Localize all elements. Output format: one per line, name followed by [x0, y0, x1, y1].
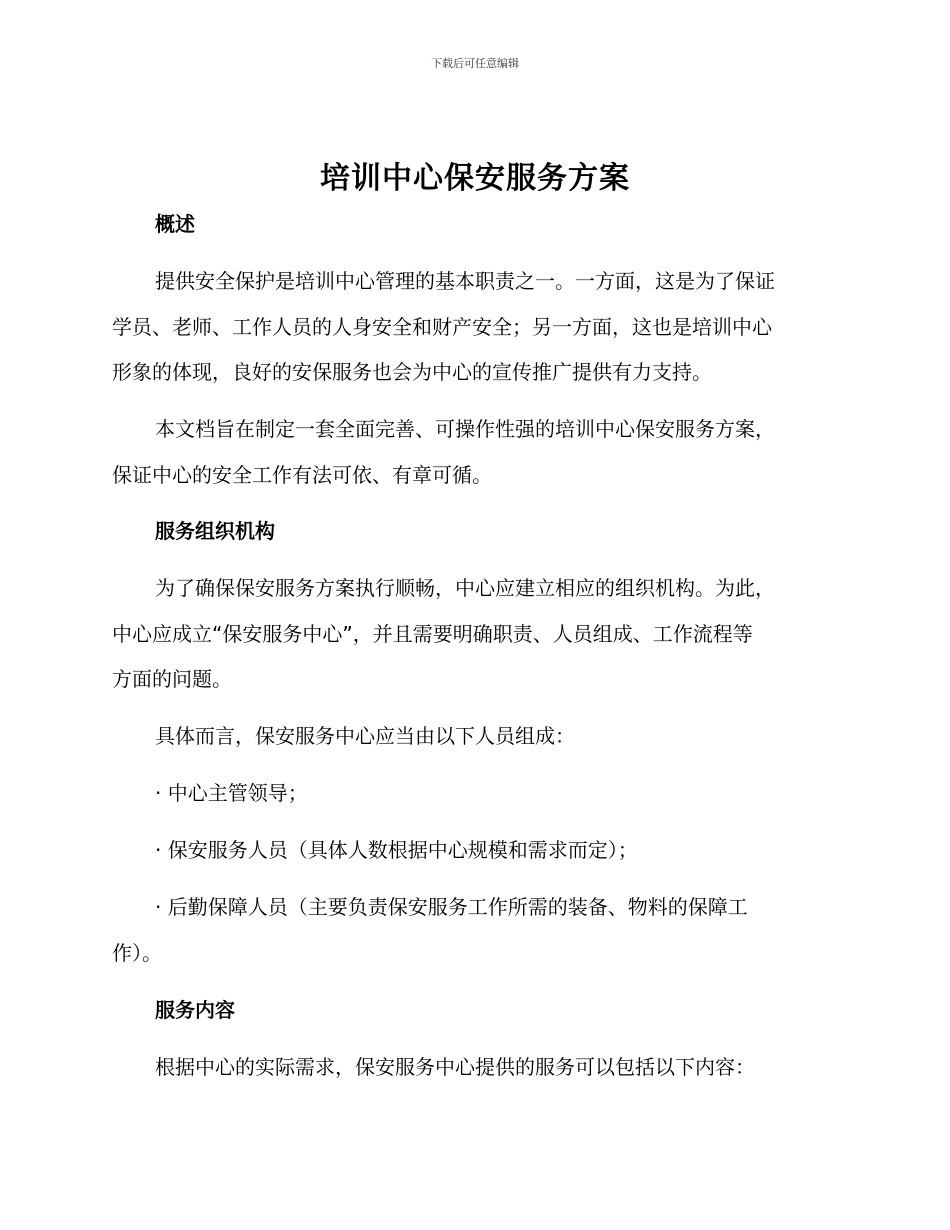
paragraph-line: 根据中心的实际需求，保安服务中心提供的服务可以包括以下内容：: [155, 1055, 755, 1079]
section-heading-overview: 概述: [155, 212, 195, 236]
list-item: · 后勤保障人员（主要负责保安服务工作所需的装备、物料的保障工: [155, 895, 748, 919]
section-heading-organization: 服务组织机构: [155, 519, 275, 543]
list-item: · 中心主管领导；: [155, 781, 308, 805]
section-heading-content: 服务内容: [155, 998, 235, 1022]
paragraph-line: 形象的体现，良好的安保服务也会为中心的宣传推广提供有力支持。: [112, 360, 712, 384]
paragraph-line: 学员、老师、工作人员的人身安全和财产安全；另一方面，这也是培训中心: [112, 315, 772, 339]
list-item-continuation: 作）。: [112, 941, 162, 965]
header-note: 下载后可任意编辑: [431, 57, 519, 70]
paragraph-line: 具体而言，保安服务中心应当由以下人员组成：: [155, 724, 575, 748]
paragraph-line: 本文档旨在制定一套全面完善、可操作性强的培训中心保安服务方案，: [155, 417, 775, 441]
document-title: 培训中心保安服务方案: [320, 161, 630, 196]
list-item: · 保安服务人员（具体人数根据中心规模和需求而定）；: [155, 838, 638, 862]
paragraph-line: 保证中心的安全工作有法可依、有章可循。: [112, 463, 492, 487]
paragraph-line: 方面的问题。: [112, 667, 232, 691]
paragraph-line: 为了确保保安服务方案执行顺畅，中心应建立相应的组织机构。为此，: [155, 576, 775, 600]
paragraph-line: 提供安全保护是培训中心管理的基本职责之一。一方面，这是为了保证: [155, 269, 775, 293]
paragraph-line: 中心应成立“保安服务中心”，并且需要明确职责、人员组成、工作流程等: [112, 622, 753, 646]
